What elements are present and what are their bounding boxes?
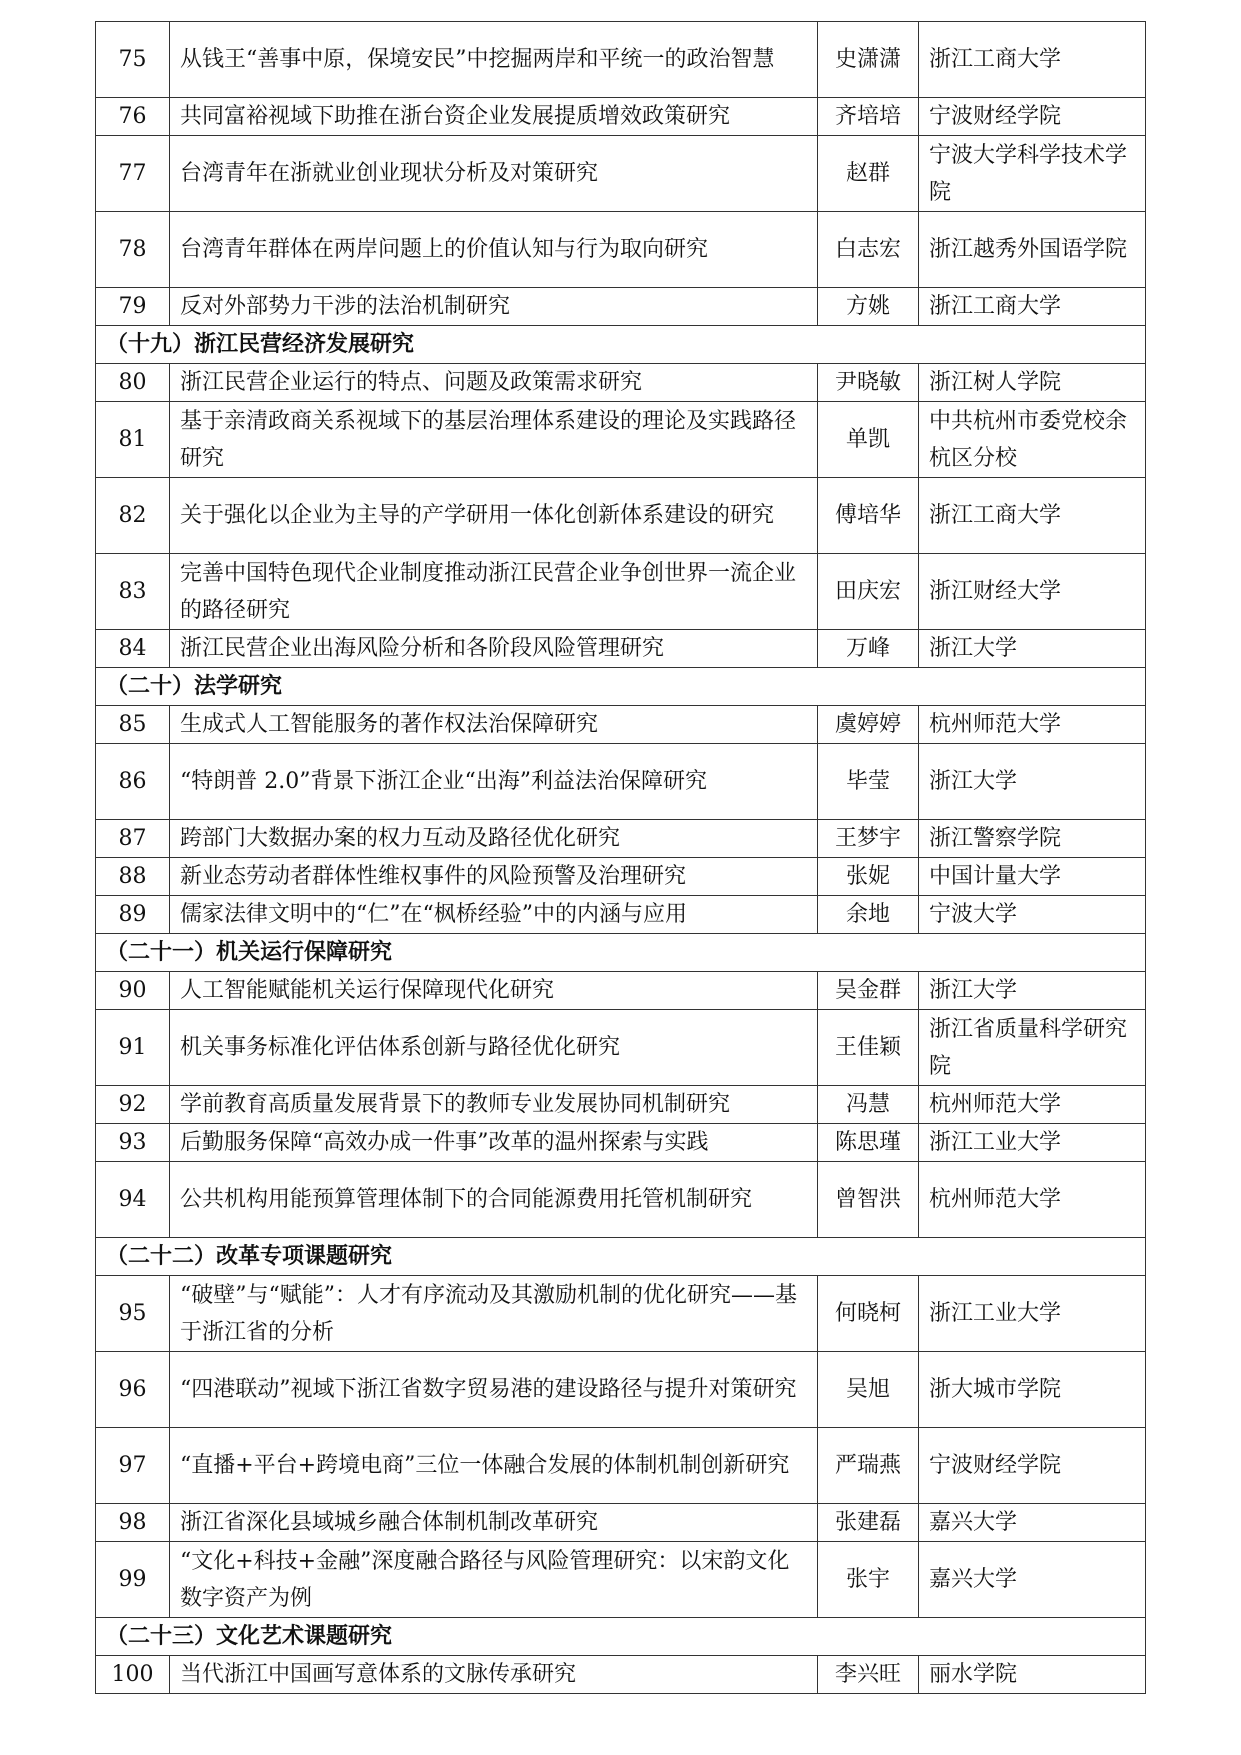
project-title: 生成式人工智能服务的著作权法治保障研究 (170, 706, 818, 744)
project-leader: 齐培培 (818, 98, 919, 136)
table-row (96, 1276, 1146, 1352)
project-title: “四港联动”视域下浙江省数字贸易港的建设路径与提升对策研究 (170, 1352, 818, 1428)
row-number: 86 (96, 744, 170, 820)
row-number: 99 (96, 1542, 170, 1618)
project-title: “破壁”与“赋能”：人才有序流动及其激励机制的优化研究——基于浙江省的分析 (170, 1276, 818, 1352)
row-number: 80 (96, 364, 170, 402)
project-title: 基于亲清政商关系视域下的基层治理体系建设的理论及实践路径研究 (170, 402, 818, 478)
project-leader: 傅培华 (818, 478, 919, 554)
row-number: 91 (96, 1010, 170, 1086)
institution: 浙江财经大学 (919, 554, 1146, 630)
table-row (96, 212, 1146, 288)
project-leader: 白志宏 (818, 212, 919, 288)
institution: 中国计量大学 (919, 858, 1146, 896)
row-number: 90 (96, 972, 170, 1010)
institution: 宁波大学 (919, 896, 1146, 934)
project-title: 台湾青年群体在两岸问题上的价值认知与行为取向研究 (170, 212, 818, 288)
table-row (96, 744, 1146, 820)
institution: 浙江工商大学 (919, 22, 1146, 98)
table-row (96, 1428, 1146, 1504)
section-heading: （十九）浙江民营经济发展研究 (96, 326, 1146, 364)
project-leader: 尹晓敏 (818, 364, 919, 402)
project-leader: 虞婷婷 (818, 706, 919, 744)
table-row (96, 1162, 1146, 1238)
row-number: 93 (96, 1124, 170, 1162)
table-row (96, 1656, 1146, 1694)
project-title: “直播+平台+跨境电商”三位一体融合发展的体制机制创新研究 (170, 1428, 818, 1504)
project-leader: 张宇 (818, 1542, 919, 1618)
table-row (96, 98, 1146, 136)
project-leader: 曾智洪 (818, 1162, 919, 1238)
project-title: 浙江民营企业出海风险分析和各阶段风险管理研究 (170, 630, 818, 668)
institution: 浙江工业大学 (919, 1124, 1146, 1162)
project-leader: 张建磊 (818, 1504, 919, 1542)
row-number: 87 (96, 820, 170, 858)
project-leader: 吴金群 (818, 972, 919, 1010)
table-row (96, 1010, 1146, 1086)
institution: 浙江大学 (919, 630, 1146, 668)
section-heading: （二十二）改革专项课题研究 (96, 1238, 1146, 1276)
project-title: 反对外部势力干涉的法治机制研究 (170, 288, 818, 326)
row-number: 75 (96, 22, 170, 98)
project-leader: 万峰 (818, 630, 919, 668)
institution: 浙江树人学院 (919, 364, 1146, 402)
project-table (95, 21, 1146, 1694)
table-row (96, 136, 1146, 212)
institution: 杭州师范大学 (919, 706, 1146, 744)
table-row (96, 820, 1146, 858)
project-leader: 陈思瑾 (818, 1124, 919, 1162)
project-leader: 余地 (818, 896, 919, 934)
project-leader: 吴旭 (818, 1352, 919, 1428)
table-row (96, 288, 1146, 326)
project-leader: 严瑞燕 (818, 1428, 919, 1504)
institution: 中共杭州市委党校余杭区分校 (919, 402, 1146, 478)
project-leader: 田庆宏 (818, 554, 919, 630)
institution: 浙江越秀外国语学院 (919, 212, 1146, 288)
row-number: 82 (96, 478, 170, 554)
section-heading: （二十三）文化艺术课题研究 (96, 1618, 1146, 1656)
table-row (96, 972, 1146, 1010)
row-number: 83 (96, 554, 170, 630)
institution: 嘉兴大学 (919, 1542, 1146, 1618)
table-row (96, 630, 1146, 668)
project-title: 新业态劳动者群体性维权事件的风险预警及治理研究 (170, 858, 818, 896)
project-title: 后勤服务保障“高效办成一件事”改革的温州探索与实践 (170, 1124, 818, 1162)
section-header-row (96, 668, 1146, 706)
project-leader: 冯慧 (818, 1086, 919, 1124)
row-number: 85 (96, 706, 170, 744)
table-row (96, 402, 1146, 478)
project-title: 机关事务标准化评估体系创新与路径优化研究 (170, 1010, 818, 1086)
row-number: 94 (96, 1162, 170, 1238)
table-row (96, 706, 1146, 744)
table-row (96, 22, 1146, 98)
row-number: 84 (96, 630, 170, 668)
institution: 宁波财经学院 (919, 1428, 1146, 1504)
section-header-row (96, 1618, 1146, 1656)
project-leader: 李兴旺 (818, 1656, 919, 1694)
table-row (96, 1504, 1146, 1542)
row-number: 76 (96, 98, 170, 136)
institution: 浙大城市学院 (919, 1352, 1146, 1428)
institution: 宁波财经学院 (919, 98, 1146, 136)
project-title: “特朗普 2.0”背景下浙江企业“出海”利益法治保障研究 (170, 744, 818, 820)
row-number: 78 (96, 212, 170, 288)
row-number: 81 (96, 402, 170, 478)
institution: 浙江工业大学 (919, 1276, 1146, 1352)
institution: 浙江大学 (919, 744, 1146, 820)
institution: 浙江省质量科学研究院 (919, 1010, 1146, 1086)
institution: 嘉兴大学 (919, 1504, 1146, 1542)
project-leader: 单凯 (818, 402, 919, 478)
project-title: 共同富裕视域下助推在浙台资企业发展提质增效政策研究 (170, 98, 818, 136)
project-title: 浙江省深化县域城乡融合体制机制改革研究 (170, 1504, 818, 1542)
project-leader: 史潇潇 (818, 22, 919, 98)
row-number: 79 (96, 288, 170, 326)
project-title: 完善中国特色现代企业制度推动浙江民营企业争创世界一流企业的路径研究 (170, 554, 818, 630)
institution: 丽水学院 (919, 1656, 1146, 1694)
section-header-row (96, 326, 1146, 364)
section-header-row (96, 934, 1146, 972)
institution: 浙江工商大学 (919, 288, 1146, 326)
project-title: “文化+科技+金融”深度融合路径与风险管理研究：以宋韵文化数字资产为例 (170, 1542, 818, 1618)
institution: 浙江大学 (919, 972, 1146, 1010)
table-row (96, 478, 1146, 554)
row-number: 97 (96, 1428, 170, 1504)
project-title: 公共机构用能预算管理体制下的合同能源费用托管机制研究 (170, 1162, 818, 1238)
project-title: 人工智能赋能机关运行保障现代化研究 (170, 972, 818, 1010)
table-row (96, 1086, 1146, 1124)
table-row (96, 896, 1146, 934)
project-title: 学前教育高质量发展背景下的教师专业发展协同机制研究 (170, 1086, 818, 1124)
project-title: 跨部门大数据办案的权力互动及路径优化研究 (170, 820, 818, 858)
row-number: 88 (96, 858, 170, 896)
project-leader: 赵群 (818, 136, 919, 212)
project-leader: 何晓柯 (818, 1276, 919, 1352)
project-title: 儒家法律文明中的“仁”在“枫桥经验”中的内涵与应用 (170, 896, 818, 934)
project-title: 关于强化以企业为主导的产学研用一体化创新体系建设的研究 (170, 478, 818, 554)
section-heading: （二十）法学研究 (96, 668, 1146, 706)
institution: 浙江警察学院 (919, 820, 1146, 858)
project-title: 当代浙江中国画写意体系的文脉传承研究 (170, 1656, 818, 1694)
institution: 杭州师范大学 (919, 1086, 1146, 1124)
row-number: 92 (96, 1086, 170, 1124)
table-row (96, 1124, 1146, 1162)
project-leader: 方姚 (818, 288, 919, 326)
table-row (96, 858, 1146, 896)
project-leader: 毕莹 (818, 744, 919, 820)
row-number: 100 (96, 1656, 170, 1694)
institution: 宁波大学科学技术学院 (919, 136, 1146, 212)
table-row (96, 554, 1146, 630)
project-title: 台湾青年在浙就业创业现状分析及对策研究 (170, 136, 818, 212)
table-row (96, 1352, 1146, 1428)
institution: 杭州师范大学 (919, 1162, 1146, 1238)
project-title: 浙江民营企业运行的特点、问题及政策需求研究 (170, 364, 818, 402)
row-number: 96 (96, 1352, 170, 1428)
project-leader: 王梦宇 (818, 820, 919, 858)
row-number: 95 (96, 1276, 170, 1352)
table-row (96, 1542, 1146, 1618)
section-header-row (96, 1238, 1146, 1276)
section-heading: （二十一）机关运行保障研究 (96, 934, 1146, 972)
row-number: 89 (96, 896, 170, 934)
project-leader: 张妮 (818, 858, 919, 896)
project-title: 从钱王“善事中原，保境安民”中挖掘两岸和平统一的政治智慧 (170, 22, 818, 98)
institution: 浙江工商大学 (919, 478, 1146, 554)
project-table-body (96, 22, 1146, 1694)
row-number: 77 (96, 136, 170, 212)
row-number: 98 (96, 1504, 170, 1542)
project-leader: 王佳颖 (818, 1010, 919, 1086)
table-row (96, 364, 1146, 402)
